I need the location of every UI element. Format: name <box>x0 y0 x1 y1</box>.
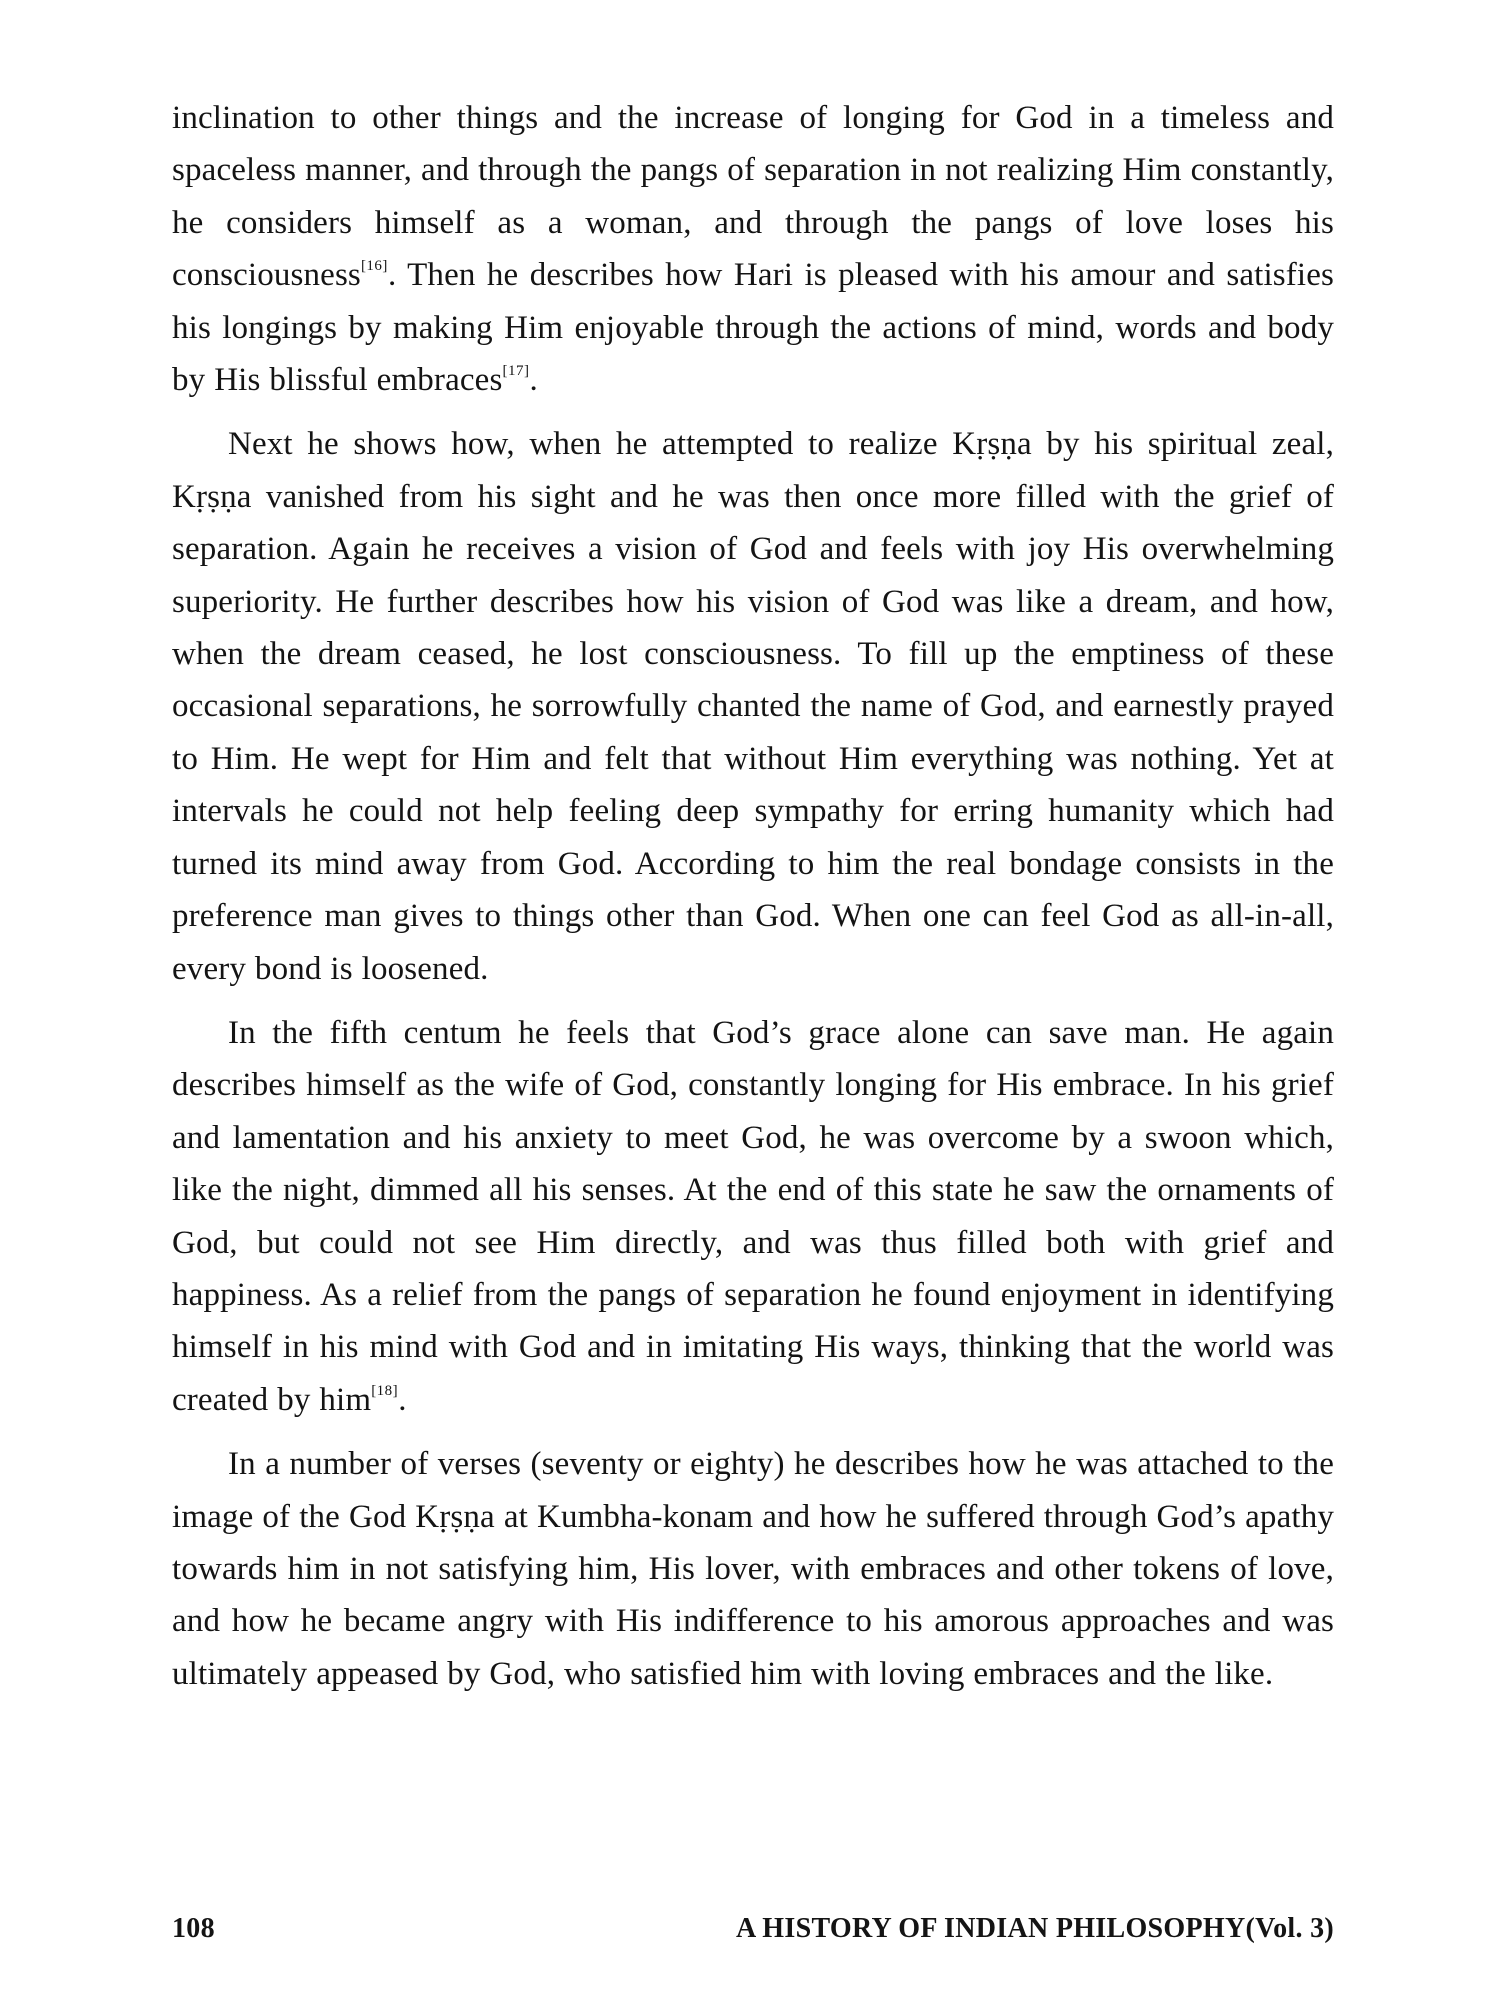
page-footer <box>172 1913 1334 1953</box>
footnote-ref-17[interactable]: [17] <box>502 363 530 380</box>
paragraph-text: Next he shows how, when he attempted to realize Kṛṣṇa by his spiritual zeal, Kṛṣṇa vanished from his sight and he was then once more filled with the grief of separation. Again he receives a vision of God and feels with joy His overwhelming superiority. He further describes how his vision of God was like a dream, and how, when the dream ceased, he lost consciousness. To fill up the emptiness of these occasional separations, he sorrowfully chanted the name of God, and earnestly prayed to Him. He wept for Him and felt that without Him everything was nothing. Yet at intervals he could not help feeling deep sympathy for erring humanity which had turned its mind away from God. According to him the real bondage consists in the preference man gives to things other than God. When one can feel God as all-in-all, every bond is loosened. <box>172 426 1334 987</box>
paragraph-2 <box>172 418 1334 994</box>
page-number: 108 <box>172 1913 215 1944</box>
paragraph-text: In the fifth centum he feels that God’s grace alone can save man. He again describes himself as the wife of God, constantly longing for His embrace. In his grief and lamentation and his anxiety to meet God, he was overcome by a swoon which, like the night, dimmed all his senses. At the end of this state he saw the ornaments of God, but could not see Him directly, and was thus filled both with grief and happiness. As a relief from the pangs of separation he found enjoyment in identifying himself in his mind with God and in imitating His ways, thinking that the world was created by him <box>172 1014 1334 1418</box>
paragraph-4 <box>172 1438 1334 1700</box>
page-body <box>172 92 1334 1712</box>
paragraph-text: . Then he describes how Hari is pleased with his amour and satisfies his longings by making Him enjoyable through the actions of mind, words and body by His blissful embraces <box>172 257 1334 399</box>
paragraph-3 <box>172 1007 1334 1426</box>
footnote-ref-18[interactable]: [18] <box>371 1382 399 1399</box>
paragraph-text: inclination to other things and the increase of longing for God in a timeless and spaceless manner, and through the pangs of separation in not realizing Him constantly, he considers himself as a woman, and through the pangs of love loses his consciousness <box>172 100 1334 294</box>
paragraph-text: In a number of verses (seventy or eighty) he describes how he was attached to the image of the God Kṛṣṇa at Kumbha-konam and how he suffered through God’s apathy towards him in not satisfying him, His lover, with embraces and other tokens of love, and how he became angry with His indifference to his amorous approaches and was ultimately appeased by God, who satisfied him with loving embraces and the like. <box>172 1446 1334 1692</box>
paragraph-text: . <box>398 1381 407 1418</box>
paragraph-text: . <box>529 362 538 399</box>
footnote-ref-16[interactable]: [16] <box>360 258 388 275</box>
running-title: A HISTORY OF INDIAN PHILOSOPHY(Vol. 3) <box>736 1913 1334 1944</box>
paragraph-1 <box>172 92 1334 406</box>
